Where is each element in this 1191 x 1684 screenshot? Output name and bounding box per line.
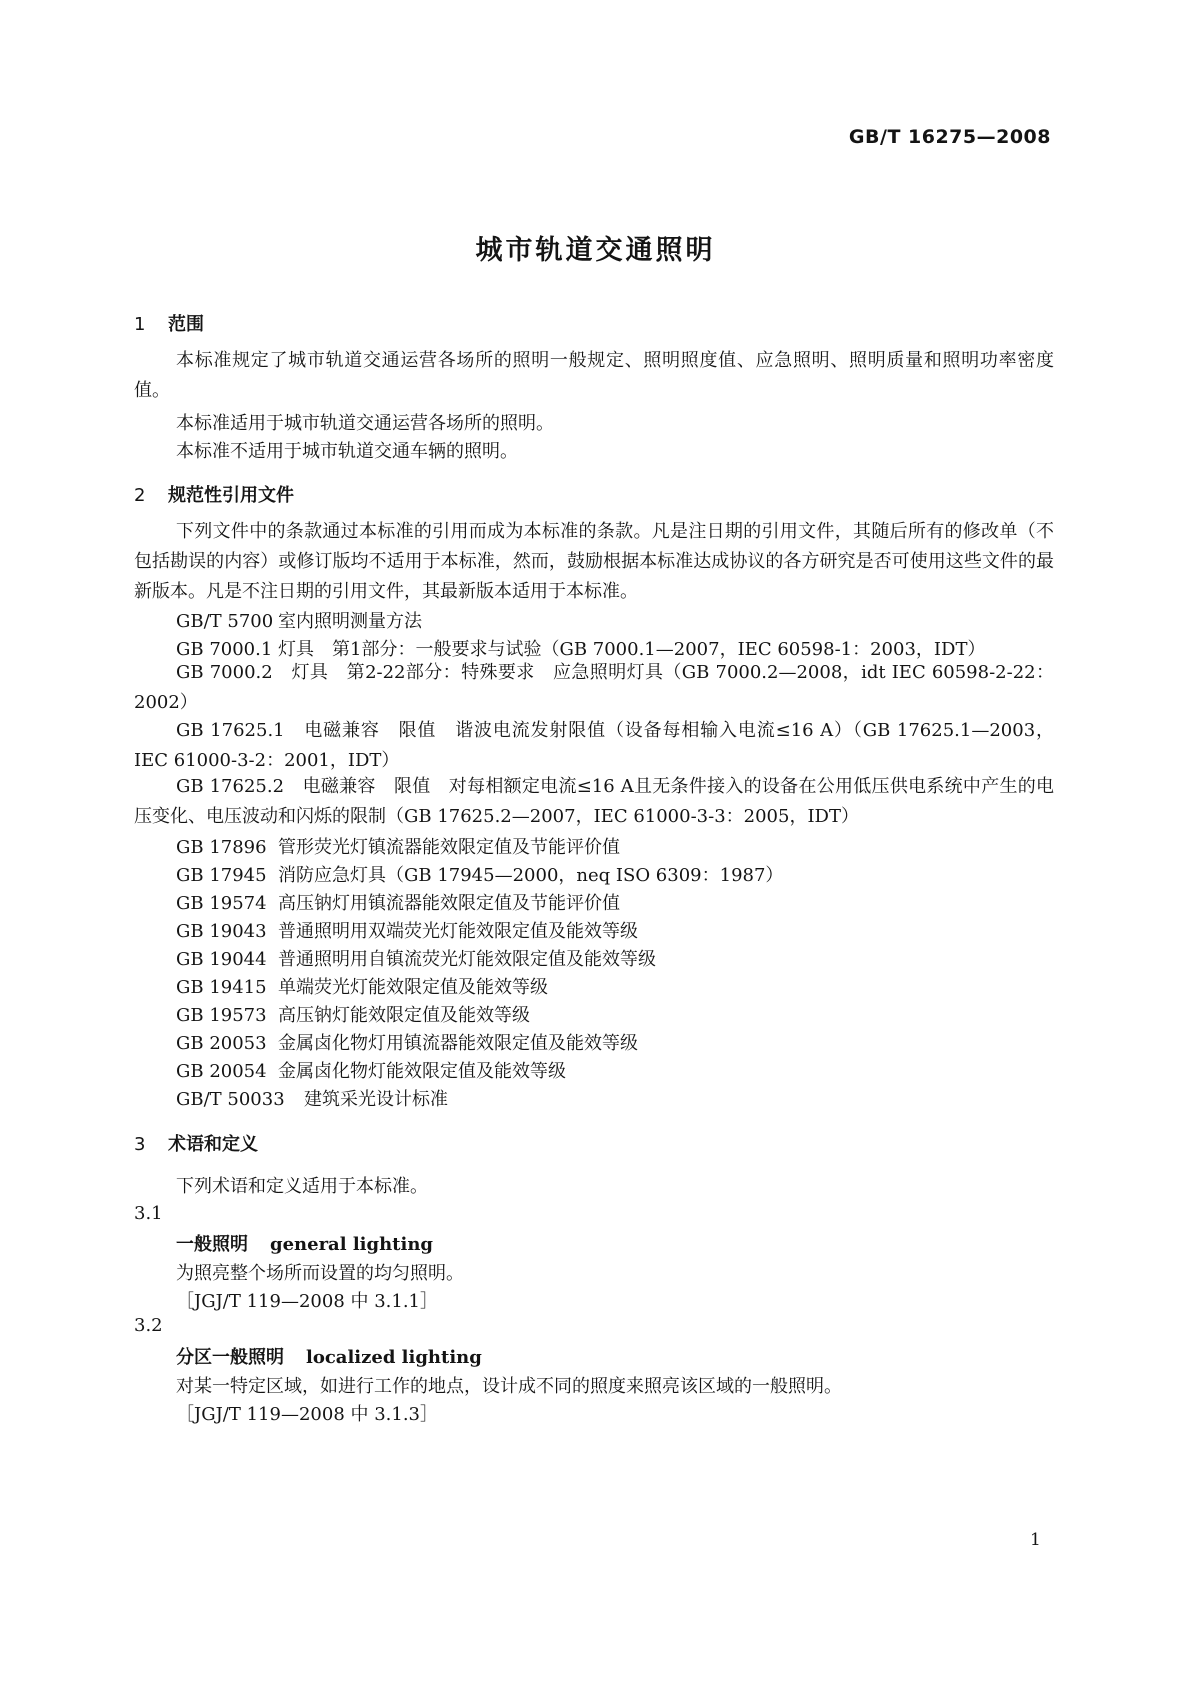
reference-item bbox=[176, 861, 783, 887]
term-number: 3.2 bbox=[134, 1315, 163, 1336]
term-definition: 为照亮整个场所而设置的均匀照明。 bbox=[176, 1263, 464, 1284]
reference-item bbox=[176, 1029, 638, 1055]
reference-code: GB 7000.2 bbox=[176, 662, 273, 683]
reference-title: 灯具 第2-22部分：特殊要求 应急照明灯具（GB 7000.2—2008，idt IEC 60598-2-22：2002） bbox=[134, 662, 1054, 713]
reference-item bbox=[176, 973, 548, 999]
reference-code: GB 17945 bbox=[176, 865, 267, 886]
reference-item bbox=[176, 1085, 448, 1111]
reference-code: GB 20053 bbox=[176, 1033, 267, 1054]
reference-item bbox=[134, 658, 1054, 718]
reference-title: 管形荧光灯镇流器能效限定值及节能评价值 bbox=[278, 837, 620, 858]
reference-code: GB/T 50033 bbox=[176, 1089, 285, 1110]
section-1-heading bbox=[134, 310, 204, 336]
reference-item bbox=[134, 716, 1054, 776]
reference-item bbox=[176, 1057, 566, 1083]
term-definition: 对某一特定区域，如进行工作的地点，设计成不同的照度来照亮该区域的一般照明。 bbox=[176, 1376, 842, 1397]
normative-intro: 下列文件中的条款通过本标准的引用而成为本标准的条款。凡是注日期的引用文件，其随后所有的修改单（不包括勘误的内容）或修订版均不适用于本标准，然而，鼓励根据本标准达成协议的各方研究是否可使用这些文件的最新版本。凡是不注日期的引用文件，其最新版本适用于本标准。 bbox=[134, 521, 1054, 602]
section-title: 术语和定义 bbox=[168, 1134, 258, 1155]
reference-code: GB/T 5700 bbox=[176, 611, 274, 632]
scope-paragraph-1: 本标准规定了城市轨道交通运营各场所的照明一般规定、照明照度值、应急照明、照明质量和照明功率密度值。 bbox=[134, 350, 1054, 401]
reference-title: 灯具 第1部分：一般要求与试验（GB 7000.1—2007，IEC 60598-1：2003，IDT） bbox=[278, 639, 986, 660]
reference-title: 金属卤化物灯能效限定值及能效等级 bbox=[278, 1061, 566, 1082]
section-title: 范围 bbox=[168, 314, 204, 335]
scope-paragraph-2: 本标准适用于城市轨道交通运营各场所的照明。 bbox=[176, 413, 554, 434]
scope-paragraph-3: 本标准不适用于城市轨道交通车辆的照明。 bbox=[176, 441, 518, 462]
reference-title: 普通照明用自镇流荧光灯能效限定值及能效等级 bbox=[278, 949, 656, 970]
section-number: 2 bbox=[134, 485, 146, 506]
reference-item bbox=[176, 1001, 530, 1027]
reference-item bbox=[176, 945, 656, 971]
reference-code: GB 19574 bbox=[176, 893, 267, 914]
term-zh: 分区一般照明 bbox=[176, 1347, 284, 1368]
section-3-heading bbox=[134, 1130, 258, 1156]
standard-number: GB/T 16275—2008 bbox=[848, 126, 1051, 148]
reference-code: GB 17625.1 bbox=[176, 720, 285, 741]
term-heading bbox=[176, 1343, 482, 1369]
section-number: 3 bbox=[134, 1134, 146, 1155]
section-2-heading bbox=[134, 481, 294, 507]
term-heading bbox=[176, 1230, 433, 1256]
reference-code: GB 7000.1 bbox=[176, 639, 273, 660]
reference-item bbox=[176, 917, 638, 943]
section-title: 规范性引用文件 bbox=[168, 485, 294, 506]
reference-title: 室内照明测量方法 bbox=[278, 611, 422, 632]
document-title: 城市轨道交通照明 bbox=[475, 235, 716, 266]
reference-code: GB 20054 bbox=[176, 1061, 267, 1082]
reference-title: 建筑采光设计标准 bbox=[304, 1089, 448, 1110]
reference-title: 单端荧光灯能效限定值及能效等级 bbox=[278, 977, 548, 998]
reference-title: 高压钠灯能效限定值及能效等级 bbox=[278, 1005, 530, 1026]
reference-item bbox=[134, 772, 1054, 832]
reference-code: GB 19044 bbox=[176, 949, 267, 970]
reference-item bbox=[176, 833, 620, 859]
reference-code: GB 19043 bbox=[176, 921, 267, 942]
reference-title: 高压钠灯用镇流器能效限定值及节能评价值 bbox=[278, 893, 620, 914]
reference-item bbox=[176, 607, 422, 633]
term-source: ［JGJ/T 119—2008 中 3.1.1］ bbox=[176, 1291, 439, 1312]
term-source: ［JGJ/T 119—2008 中 3.1.3］ bbox=[176, 1404, 439, 1425]
term-en: localized lighting bbox=[306, 1347, 482, 1368]
reference-title: 金属卤化物灯用镇流器能效限定值及能效等级 bbox=[278, 1033, 638, 1054]
term-zh: 一般照明 bbox=[176, 1234, 248, 1255]
section-number: 1 bbox=[134, 314, 146, 335]
reference-code: GB 17896 bbox=[176, 837, 267, 858]
reference-title: 消防应急灯具（GB 17945—2000，neq ISO 6309：1987） bbox=[278, 865, 784, 886]
reference-title: 电磁兼容 限值 谐波电流发射限值（设备每相输入电流≤16 A）（GB 17625.1—2003，IEC 61000-3-2：2001，IDT） bbox=[134, 720, 1055, 771]
term-number: 3.1 bbox=[134, 1203, 163, 1224]
reference-code: GB 19415 bbox=[176, 977, 267, 998]
terms-intro: 下列术语和定义适用于本标准。 bbox=[176, 1176, 428, 1197]
reference-code: GB 19573 bbox=[176, 1005, 267, 1026]
page-number: 1 bbox=[1030, 1530, 1041, 1550]
reference-title: 电磁兼容 限值 对每相额定电流≤16 A且无条件接入的设备在公用低压供电系统中产生的电压变化、电压波动和闪烁的限制（GB 17625.2—2007，IEC 61000-3-3：2005，IDT） bbox=[134, 776, 1055, 827]
reference-item bbox=[176, 889, 620, 915]
reference-code: GB 17625.2 bbox=[176, 776, 285, 797]
term-en: general lighting bbox=[270, 1234, 434, 1255]
reference-title: 普通照明用双端荧光灯能效限定值及能效等级 bbox=[278, 921, 638, 942]
